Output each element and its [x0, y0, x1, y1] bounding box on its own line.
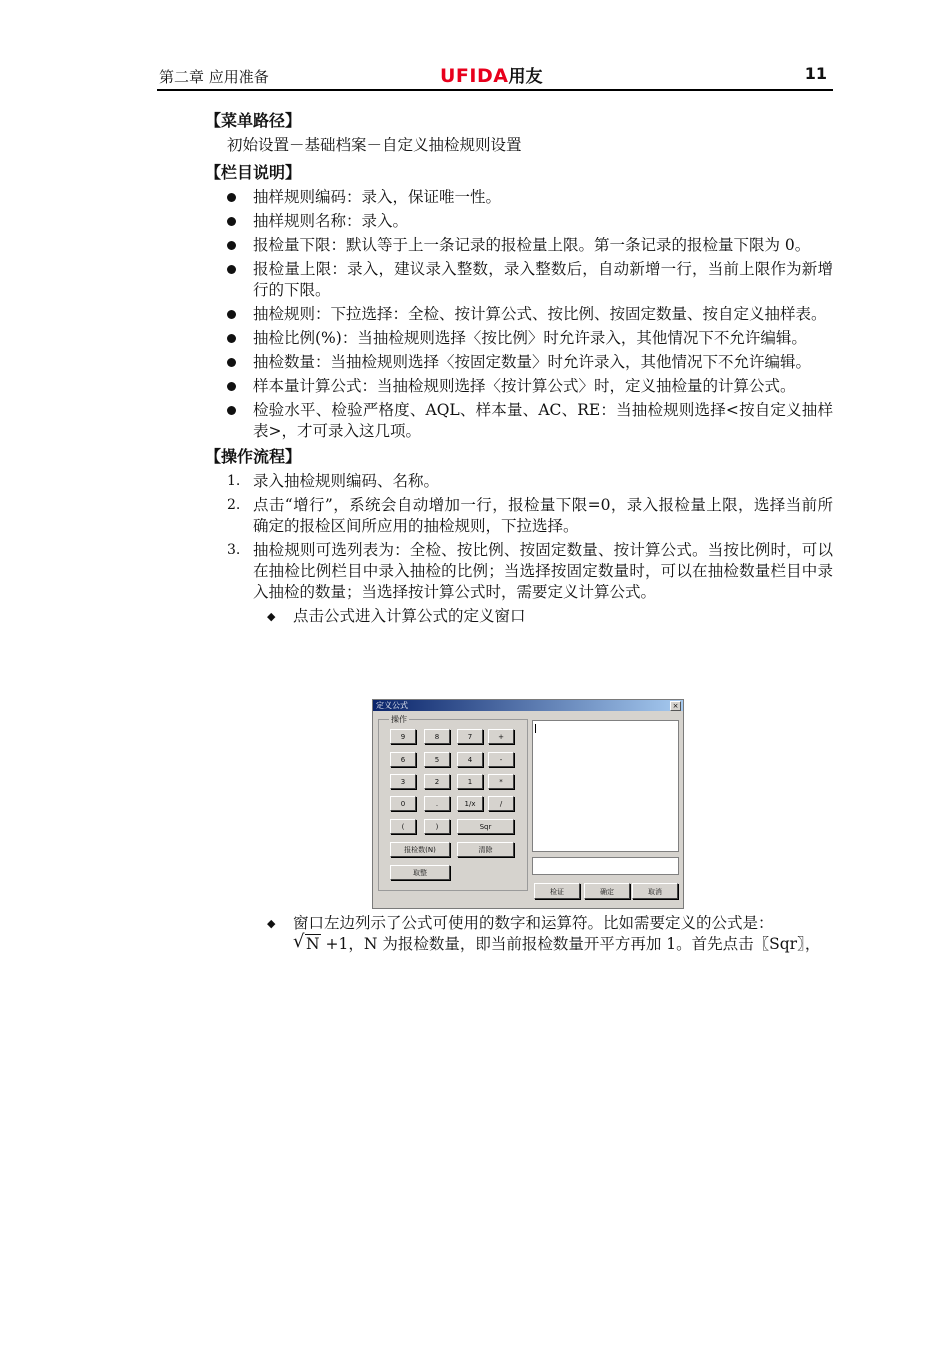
menu-path-text: 初始设置－基础档案－自定义抽检规则设置	[227, 136, 522, 154]
bullet-icon	[227, 358, 236, 367]
key-4[interactable]: 4	[457, 752, 483, 767]
key-5[interactable]: 5	[424, 752, 450, 767]
steps-list	[205, 471, 833, 603]
key-8[interactable]: 8	[424, 729, 450, 744]
key-1[interactable]: 1	[457, 774, 483, 789]
flow-heading: 【操作流程】	[205, 447, 302, 466]
header-rule	[157, 89, 833, 91]
formula-textarea[interactable]	[532, 720, 679, 852]
key-9[interactable]: 9	[390, 729, 416, 744]
ok-button[interactable]: 确定	[584, 883, 630, 899]
key-multiply[interactable]: *	[488, 774, 514, 789]
step-item: 1. 录入抽检规则编码、名称。	[227, 472, 440, 490]
list-item: 抽检规则：下拉选择：全检、按计算公式、按比例、按固定数量、按自定义抽样表。	[205, 304, 833, 325]
bullet-icon	[227, 334, 236, 343]
menu-path-heading: 【菜单路径】	[205, 111, 302, 130]
list-item: 检验水平、检验严格度、AQL、样本量、AC、RE：当抽检规则选择<按自定义抽样表>，才可录入这几项。	[205, 400, 833, 442]
key-paren-open[interactable]: (	[390, 819, 416, 834]
operations-group: 操作	[378, 719, 528, 891]
page-header	[157, 62, 833, 90]
key-sqr[interactable]: Sqr	[457, 819, 514, 834]
document-body-continued	[205, 911, 833, 957]
list-item: 抽检比例(%)：当抽检规则选择〈按比例〉时允许录入，其他情况下不允许编辑。	[205, 328, 833, 349]
page-number: 11	[804, 64, 827, 83]
bullet-icon	[227, 310, 236, 319]
bullet-icon	[227, 241, 236, 250]
key-7[interactable]: 7	[457, 729, 483, 744]
formula-dialog	[372, 699, 684, 909]
sub-item-open-window: ◆ 点击公式进入计算公式的定义窗口	[267, 607, 526, 625]
diamond-bullet-icon: ◆	[267, 610, 276, 623]
diamond-bullet-icon: ◆	[267, 917, 276, 930]
close-icon[interactable]: ×	[670, 701, 681, 711]
list-item: 抽样规则名称：录入。	[205, 211, 833, 232]
columns-list	[205, 187, 833, 442]
bullet-icon	[227, 382, 236, 391]
chapter-title: 第二章 应用准备	[159, 68, 269, 86]
clear-button[interactable]: 清除	[457, 842, 514, 857]
ufida-logo: UFIDA用友	[440, 65, 543, 87]
key-plus[interactable]: +	[488, 729, 514, 744]
step-item: 2. 点击“增行”，系统会自动增加一行，报检量下限=0，录入报检量上限，选择当前所确定的报检区间所应用的抽检规则，下拉选择。	[227, 496, 833, 535]
columns-heading: 【栏目说明】	[205, 163, 302, 182]
list-item: 样本量计算公式：当抽检规则选择〈按计算公式〉时，定义抽检量的计算公式。	[205, 376, 833, 397]
step-item: 3. 抽检规则可选列表为：全检、按比例、按固定数量、按计算公式。当按比例时，可以在抽检比例栏目中录入抽检的比例；当选择按固定数量时，可以在抽检数量栏目中录入抽检的数量；当选择按计算公式时，需要定义计算公式。	[227, 541, 833, 601]
key-divide[interactable]: /	[488, 796, 514, 811]
sub-item-formula-example: ◆ 窗口左边列示了公式可使用的数字和运算符。比如需要定义的公式是： √ N +1，N 为报检数量，即当前报检数量开平方再加 1。首先点击〖Sqr〗，	[267, 914, 821, 953]
sqrt-n-expression: √ N	[293, 931, 320, 953]
list-item: 报检量上限：录入，建议录入整数，录入整数后，自动新增一行，当前上限作为新增行的下限。	[205, 259, 833, 301]
key-paren-close[interactable]: )	[424, 819, 450, 834]
key-minus[interactable]: -	[488, 752, 514, 767]
cancel-button[interactable]: 取消	[632, 883, 678, 899]
key-6[interactable]: 6	[390, 752, 416, 767]
key-reciprocal[interactable]: 1/x	[457, 796, 483, 811]
list-item: 报检量下限：默认等于上一条记录的报检量上限。第一条记录的报检量下限为 0。	[205, 235, 833, 256]
bullet-icon	[227, 406, 236, 415]
key-dot[interactable]: .	[424, 796, 450, 811]
qty-button[interactable]: 报检数(N)	[390, 842, 450, 857]
bullet-icon	[227, 193, 236, 202]
verify-button[interactable]: 检证	[534, 883, 580, 899]
list-item: 抽样规则编码：录入，保证唯一性。	[205, 187, 833, 208]
list-item: 抽检数量：当抽检规则选择〈按固定数量〉时允许录入，其他情况下不允许编辑。	[205, 352, 833, 373]
document-body	[205, 108, 833, 629]
bullet-icon	[227, 217, 236, 226]
dialog-titlebar: 定义公式 ×	[373, 700, 683, 711]
key-0[interactable]: 0	[390, 796, 416, 811]
formula-input[interactable]	[532, 857, 679, 875]
key-2[interactable]: 2	[424, 774, 450, 789]
round-button[interactable]: 取整	[390, 865, 450, 880]
bullet-icon	[227, 265, 236, 274]
key-3[interactable]: 3	[390, 774, 416, 789]
